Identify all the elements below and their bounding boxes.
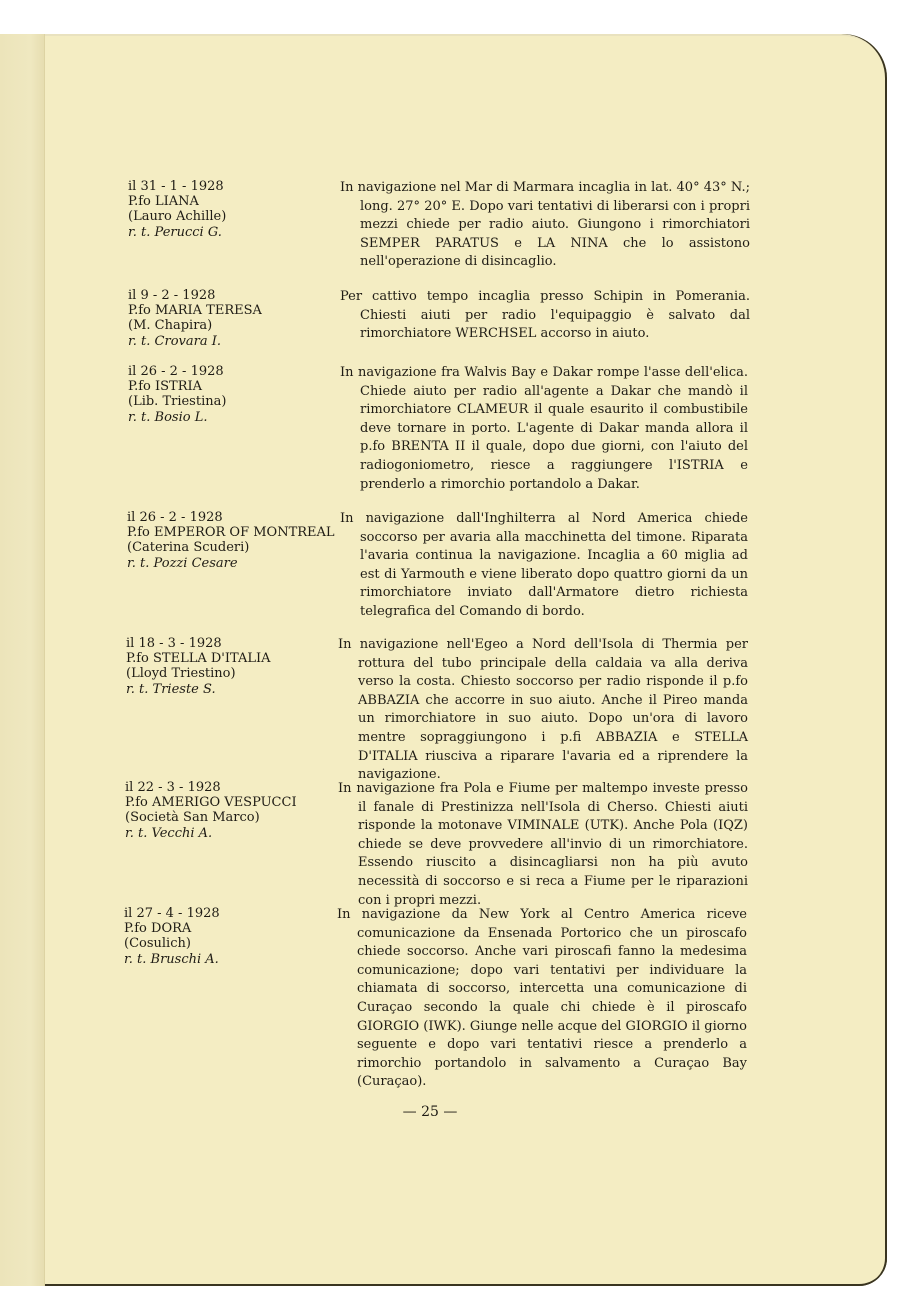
entry-date: il 26 - 2 - 1928 [128, 364, 224, 379]
ship-owner: (Lloyd Triestino) [126, 666, 236, 682]
entry-date: il 31 - 1 - 1928 [128, 179, 224, 194]
entry-description: In navigazione nel Mar di Marmara incaglia in lat. 40° 43° N.; long. 27° 20° E. Dopo vari tentativi di liberarsi con i propri mezzi chiede per radio aiuto. Giungono i rimorchiatori SEMPER PARATUS e LA NINA che lo assistono nell'operazione di disincaglio. [340, 180, 750, 270]
ship-owner: (M. Chapira) [128, 318, 213, 334]
entry-header [126, 636, 341, 697]
entry-header [124, 906, 339, 967]
radio-operator: r. t. Vecchi A. [125, 825, 213, 841]
entry-description: In navigazione dall'Inghilterra al Nord America chiede soccorso per avaria alla macchinetta del timone. Riparata l'avaria continua la navigazione. Incaglia a 60 miglia ad est di Yarmouth e viene liberato dopo quattro giorni da un rimorchiatore inviato dall'Armatore dietro richiesta telegrafica del Comando di bordo. [340, 511, 748, 619]
radio-operator: r. t. Perucci G. [128, 224, 222, 240]
ship-name: P.fo ISTRIA [128, 379, 203, 395]
entry-description: Per cattivo tempo incaglia presso Schipin in Pomerania. Chiesti aiuti per radio l'equipaggio è salvato dal rimorchiatore WERCHSEL accorso in aiuto. [340, 289, 750, 342]
entry-header [125, 780, 340, 841]
ship-name: P.fo AMERIGO VESPUCCI [125, 795, 297, 811]
entry-header [128, 364, 343, 425]
ship-name: P.fo EMPEROR OF MONTREAL [127, 525, 335, 541]
ship-owner: (Caterina Scuderi) [127, 540, 250, 556]
radio-operator: r. t. Pozzi Cesare [127, 555, 238, 571]
ship-owner: (Lauro Achille) [128, 209, 227, 225]
radio-operator: r. t. Trieste S. [126, 681, 216, 697]
entry-date: il 9 - 2 - 1928 [128, 288, 216, 303]
ship-owner: (Lib. Triestina) [128, 394, 227, 410]
entry-date: il 26 - 2 - 1928 [127, 510, 223, 525]
ship-owner: (Società San Marco) [125, 810, 260, 826]
page-number: — 25 — [402, 1104, 458, 1120]
entry-description: In navigazione fra Walvis Bay e Dakar rompe l'asse dell'elica. Chiede aiuto per radio all'agente a Dakar che mandò il rimorchiatore CLAMEUR il quale esaurito il combustibile deve tornare in porto. L'agente di Dakar manda allora il p.fo BRENTA II il quale, dopo due giorni, con l'aiuto del radiogoniometro, riesce a raggiungere l'ISTRIA e prenderlo a rimorchio portandolo a Dakar. [340, 365, 748, 492]
entry-description: In navigazione da New York al Centro America riceve comunicazione da Ensenada Portorico che un piroscafo chiede soccorso. Anche vari piroscafi fanno la medesima comunicazione; dopo vari tentativi per individuare la chiamata di soccorso, intercetta una comunicazione di Curaçao secondo la quale chi chiede è il piroscafo GIORGIO (IWK). Giunge nelle acque del GIORGIO il giorno seguente e dopo vari tentativi riesce a prenderlo a rimorchio portandolo in salvamento a Curaçao Bay (Curaçao). [337, 907, 747, 1090]
entry-header [127, 510, 342, 571]
entry-description: In navigazione nell'Egeo a Nord dell'Isola di Thermia per rottura del tubo principale della caldaia va alla deriva verso la costa. Chiesto soccorso per radio risponde il p.fo ABBAZIA che accorre in suo aiuto. Anche il Pireo manda un rimorchiatore in suo aiuto. Dopo un'ora di lavoro mentre sopraggiungono i p.fi ABBAZIA e STELLA D'ITALIA riusciva a riparare l'avaria ed a riprendere la navigazione. [338, 637, 748, 783]
entry-header [128, 288, 343, 349]
radio-operator: r. t. Bruschi A. [124, 951, 219, 967]
ship-name: P.fo MARIA TERESA [128, 303, 262, 319]
entry-date: il 18 - 3 - 1928 [126, 636, 222, 651]
entry-description: In navigazione fra Pola e Fiume per maltempo investe presso il fanale di Prestinizza nell'Isola di Cherso. Chiesti aiuti risponde la motonave VIMINALE (UTK). Anche Pola (IQZ) chiede se deve provvedere all'invio di un rimorchiatore. Essendo riuscito a disincagliarsi non ha più avuto necessità di soccorso e si reca a Fiume per le riparazioni con i propri mezzi. [338, 781, 748, 908]
entry-header [128, 179, 343, 240]
binding-gutter [0, 34, 45, 1286]
ship-name: P.fo LIANA [128, 194, 199, 210]
radio-operator: r. t. Crovara I. [128, 333, 221, 349]
ship-owner: (Cosulich) [124, 936, 191, 952]
ship-name: P.fo STELLA D'ITALIA [126, 651, 271, 667]
radio-operator: r. t. Bosio L. [128, 409, 208, 425]
ship-name: P.fo DORA [124, 921, 192, 937]
entry-date: il 22 - 3 - 1928 [125, 780, 221, 795]
entry-date: il 27 - 4 - 1928 [124, 906, 220, 921]
